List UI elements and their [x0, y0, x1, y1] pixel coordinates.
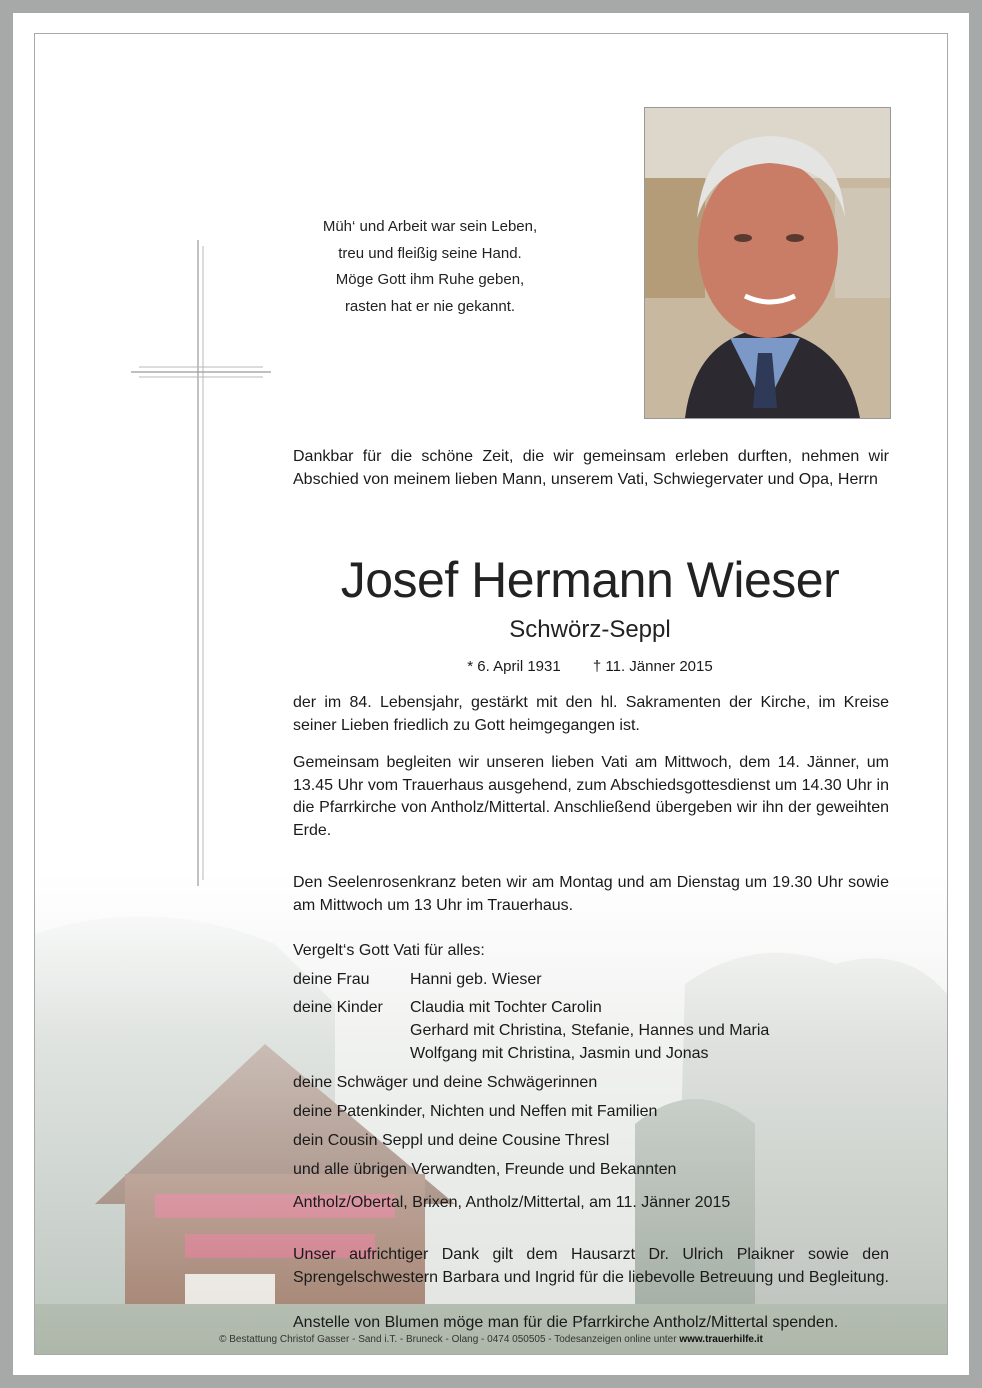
rosary-paragraph: Den Seelenrosenkranz beten wir am Montag und am Dienstag um 19.30 Uhr sowie am Mittwoch um 13 Uhr im Trauerhaus. [293, 874, 889, 914]
obituary-sheet [13, 13, 969, 1375]
mourner-row-wife [293, 968, 542, 991]
verse-line: rasten hat er nie gekannt. [344, 297, 516, 315]
inner-frame [34, 33, 948, 1355]
intro-paragraph: Dankbar für die schöne Zeit, die wir gemeinsam erleben durften, nehmen wir Abschied von meinem lieben Mann, unserem Vati, Schwiegervater und Opa, Herrn [293, 448, 889, 488]
mourner-line: deine Schwäger und deine Schwägerinnen [293, 1074, 598, 1091]
deceased-nickname: Schwörz-Seppl [509, 616, 671, 643]
life-dates [275, 656, 905, 678]
footer-link[interactable]: www.trauerhilfe.it [679, 1334, 763, 1345]
portrait-photo [644, 107, 891, 419]
birth-date: * 6. April 1931 [467, 658, 561, 675]
place-date: Antholz/Obertal, Brixen, Antholz/Mittertal, am 11. Jänner 2015 [293, 1194, 731, 1211]
mourner-name: Hanni geb. Wieser [410, 971, 542, 988]
mourner-name: Wolfgang mit Christina, Jasmin und Jonas [410, 1045, 709, 1062]
mourner-line: deine Patenkinder, Nichten und Neffen mit Familien [293, 1103, 658, 1120]
funeral-paragraph: Gemeinsam begleiten wir unseren lieben Vati am Mittwoch, dem 14. Jänner, um 13.45 Uhr vom Trauerhaus ausgehend, zum Abschiedsgottesdienst um 14.30 Uhr in die Pfarrkirche von Antholz/Mittertal. Anschließend übergeben wir ihn der geweihten Erde. [293, 754, 889, 839]
flowers-note: Anstelle von Blumen möge man für die Pfarrkirche Antholz/Mittertal spenden. [293, 1314, 839, 1331]
closing-paragraph: Unser aufrichtiger Dank gilt dem Hausarzt Dr. Ulrich Plaikner sowie den Sprengelschwestern Barbara und Ingrid für die liebevolle Betreuung und Begleitung. [293, 1246, 889, 1286]
mourner-line: und alle übrigen Verwandten, Freunde und Bekannten [293, 1161, 677, 1178]
mourner-row-children [293, 996, 769, 1065]
relation-label: deine Kinder [293, 999, 383, 1016]
passing-paragraph: der im 84. Lebensjahr, gestärkt mit den hl. Sakramenten der Kirche, im Kreise seiner Lieben friedlich zu Gott heimgegangen ist. [293, 694, 889, 734]
verse-line: treu und fleißig seine Hand. [338, 244, 522, 262]
relation-label: deine Frau [293, 971, 370, 988]
mourner-names [410, 996, 769, 1065]
mourners-heading: Vergelt‘s Gott Vati für alles: [293, 942, 485, 959]
memorial-verse [290, 214, 570, 320]
mourner-name: Gerhard mit Christina, Stefanie, Hannes und Maria [410, 1022, 770, 1039]
verse-line: Möge Gott ihm Ruhe geben, [335, 271, 525, 288]
footer-text: © Bestattung Christof Gasser - Sand i.T. - Bruneck - Olang - 0474 050505 - Todesanzeigen online unter [219, 1334, 680, 1345]
verse-line: Müh‘ und Arbeit war sein Leben, [322, 218, 538, 235]
deceased-name: Josef Hermann Wieser [340, 552, 840, 608]
mourner-name: Claudia mit Tochter Carolin [410, 999, 602, 1016]
mourner-names [410, 968, 542, 991]
mourner-line: dein Cousin Seppl und deine Cousine Thresl [293, 1132, 610, 1149]
footer-credit [35, 1334, 947, 1345]
cross-icon [131, 240, 271, 886]
death-date: † 11. Jänner 2015 [592, 658, 713, 675]
